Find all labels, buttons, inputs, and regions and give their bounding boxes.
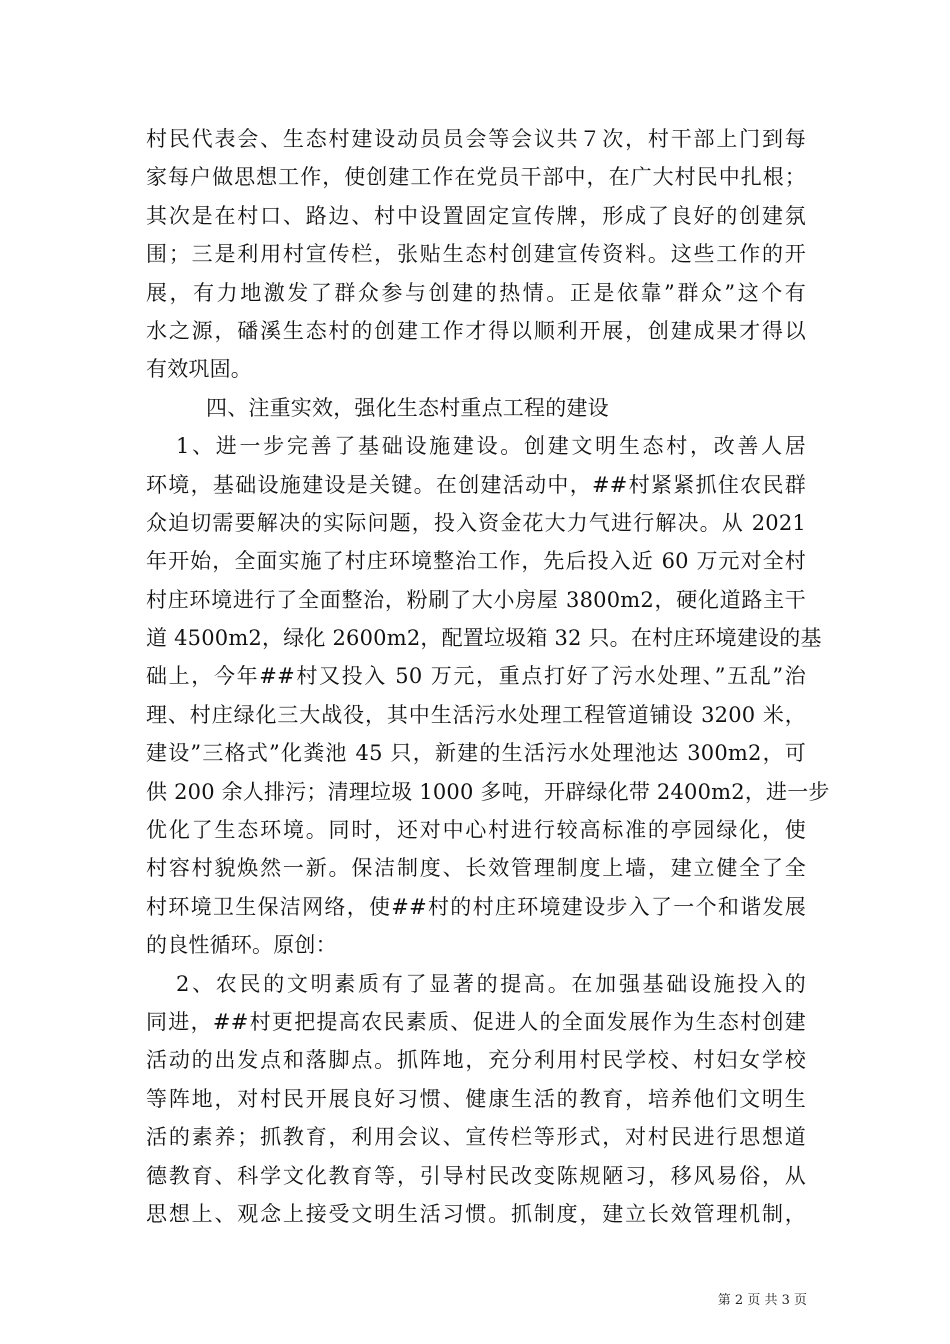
text-line: 道 4500m2，绿化 2600m2，配置垃圾箱 32 只。在村庄环境建设的基 [146,626,822,651]
text-line: 村民代表会、生态村建设动员员会等会议共７次，村干部上门到每 [146,127,806,151]
text-line: 围；三是利用村宣传栏，张贴生态村创建宣传资料。这些工作的开 [146,242,806,267]
text-line: 有效巩固。 [146,357,252,382]
text-line: 的良性循环。原创： [146,933,337,958]
text-line: 村容村貌焕然一新。保洁制度、长效管理制度上墙，建立健全了全 [146,856,806,881]
text-line: 展，有力地激发了群众参与创建的热情。正是依靠”群众”这个有 [146,280,806,305]
text-line: 等阵地，对村民开展良好习惯、健康生活的教育，培养他们文明生 [146,1086,806,1111]
document-body [146,120,830,1233]
text-line: 同进，##村更把提高农民素质、促进人的全面发展作为生态村创建 [146,1009,806,1034]
text-line: 环境，基础设施建设是关键。在创建活动中，##村紧紧抓住农民群 [146,472,806,497]
text-line: 活动的出发点和落脚点。抓阵地，充分利用村民学校、村妇女学校 [146,1048,806,1073]
text-line: 村庄环境进行了全面整治，粉刷了大小房屋 3800m2，硬化道路主干 [146,587,806,612]
text-line: 理、村庄绿化三大战役，其中生活污水处理工程管道铺设 3200 米， [146,702,806,727]
page-number: 第 2 页 共 3 页 [717,1293,807,1308]
paragraph-start: 2、农民的文明素质有了显著的提高。在加强基础设施投入的 [176,971,806,996]
text-line: 供 200 余人排污；清理垃圾 1000 多吨，开辟绿化带 2400m2，进一步 [146,779,830,804]
text-line: 优化了生态环境。同时，还对中心村进行较高标准的亭园绿化，使 [146,818,806,843]
section-heading: 四、注重实效，强化生态村重点工程的建设 [206,395,609,420]
text-line: 众迫切需要解决的实际问题，投入资金花大力气进行解决。从 2021 [146,510,806,535]
paragraph-start: 1、进一步完善了基础设施建设。创建文明生态村，改善人居 [176,434,806,459]
text-line: 水之源，磻溪生态村的创建工作才得以顺利开展，创建成果才得以 [146,318,806,343]
text-line: 活的素养；抓教育，利用会议、宣传栏等形式，对村民进行思想道 [146,1125,806,1150]
text-line: 其次是在村口、路边、村中设置固定宣传牌，形成了良好的创建氛 [146,203,806,228]
text-line: 础上，今年##村又投入 50 万元，重点打好了污水处理、”五乱”治 [146,664,806,689]
text-line: 家每户做思想工作，使创建工作在党员干部中，在广大村民中扎根； [146,165,806,190]
text-line: 村环境卫生保洁网络，使##村的村庄环境建设步入了一个和谐发展 [146,894,806,919]
text-line: 思想上、观念上接受文明生活习惯。抓制度，建立长效管理机制， [146,1201,806,1226]
text-line: 德教育、科学文化教育等，引导村民改变陈规陋习，移风易俗，从 [146,1163,806,1188]
text-line: 年开始，全面实施了村庄环境整治工作，先后投入近 60 万元对全村 [146,549,806,574]
text-line: 建设”三格式”化粪池 45 只，新建的生活污水处理池达 300m2，可 [146,741,806,766]
